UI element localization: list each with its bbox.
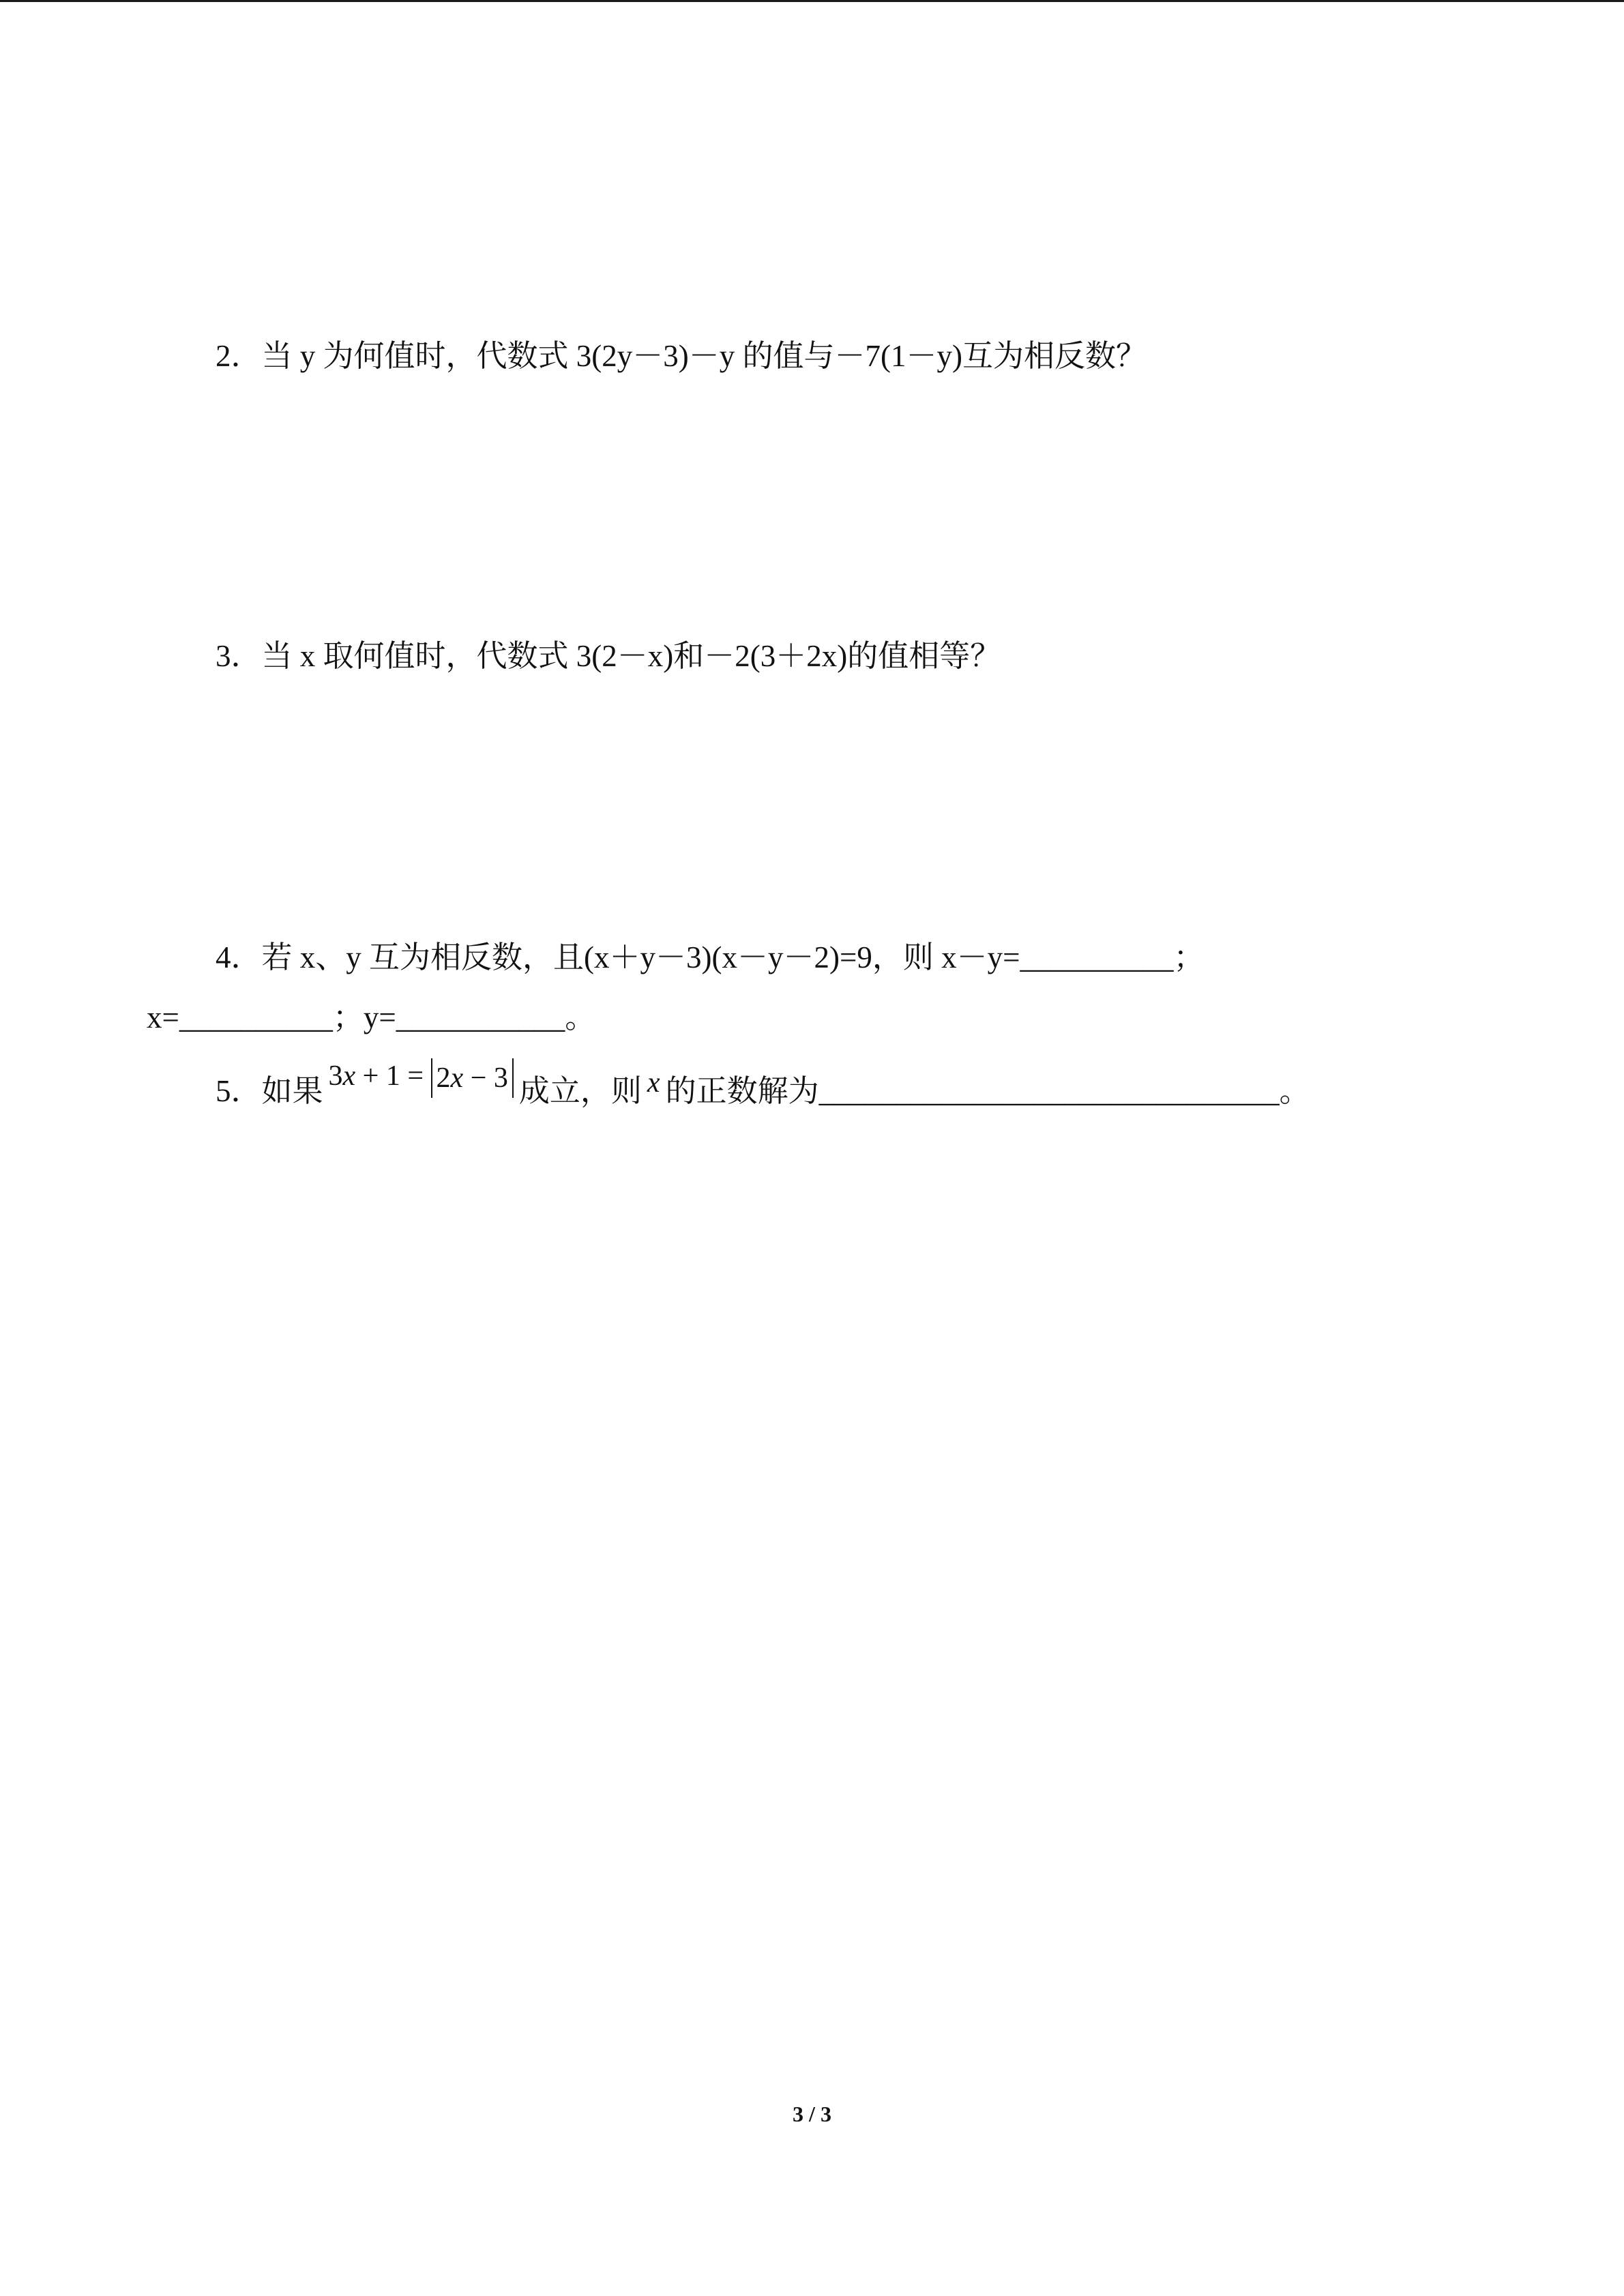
formula-lhs-coefficient: 3 <box>328 1060 343 1092</box>
question-4-text: 4．若 x、y 互为相反数，且(x＋y－3)(x－y－2)=9，则 x－y= <box>216 940 1020 974</box>
answer-blank-y: ___________ <box>396 1000 565 1034</box>
formula-abs-rest: − 3 <box>463 1062 508 1094</box>
question-5-end: 。 <box>1279 1074 1310 1108</box>
question-4-line-1-end: ； <box>1173 940 1205 974</box>
answer-blank-x-minus-y: __________ <box>1020 940 1174 974</box>
page-number: 3 / 3 <box>793 2102 831 2126</box>
formula-abs-coefficient: 2 <box>436 1062 451 1094</box>
equation-formula <box>329 1056 514 1098</box>
question-3-text: 3．当 x 取何值时，代数式 3(2－x)和－2(3＋2x)的值相等？ <box>216 639 1001 673</box>
formula-lhs-variable: x <box>342 1060 356 1092</box>
question-5-middle: 成立，则 <box>518 1074 642 1108</box>
question-5 <box>216 1060 1310 1112</box>
question-2 <box>216 336 1147 376</box>
question-4-line-2 <box>147 997 595 1038</box>
question-4-line-1 <box>216 937 1204 978</box>
answer-blank-positive-solution: ______________________________ <box>818 1074 1280 1108</box>
answer-blank-x: __________ <box>179 1000 333 1034</box>
question-5-prefix: 5．如果 <box>216 1074 323 1108</box>
page-top-border <box>0 0 1624 2</box>
question-5-suffix: 的正数解为 <box>665 1074 819 1108</box>
question-3 <box>216 636 1001 676</box>
formula-lhs-rest: + 1 = <box>355 1060 431 1092</box>
x-label: x= <box>147 1000 179 1034</box>
y-label: ；y= <box>332 1000 396 1034</box>
question-2-text: 2．当 y 为何值时，代数式 3(2y－3)－y 的值与－7(1－y)互为相反数？ <box>216 339 1147 373</box>
formula-abs-variable: x <box>450 1062 464 1094</box>
variable-x: x <box>647 1067 660 1099</box>
absolute-value <box>431 1058 514 1098</box>
question-4-line-2-end: 。 <box>565 1000 596 1034</box>
